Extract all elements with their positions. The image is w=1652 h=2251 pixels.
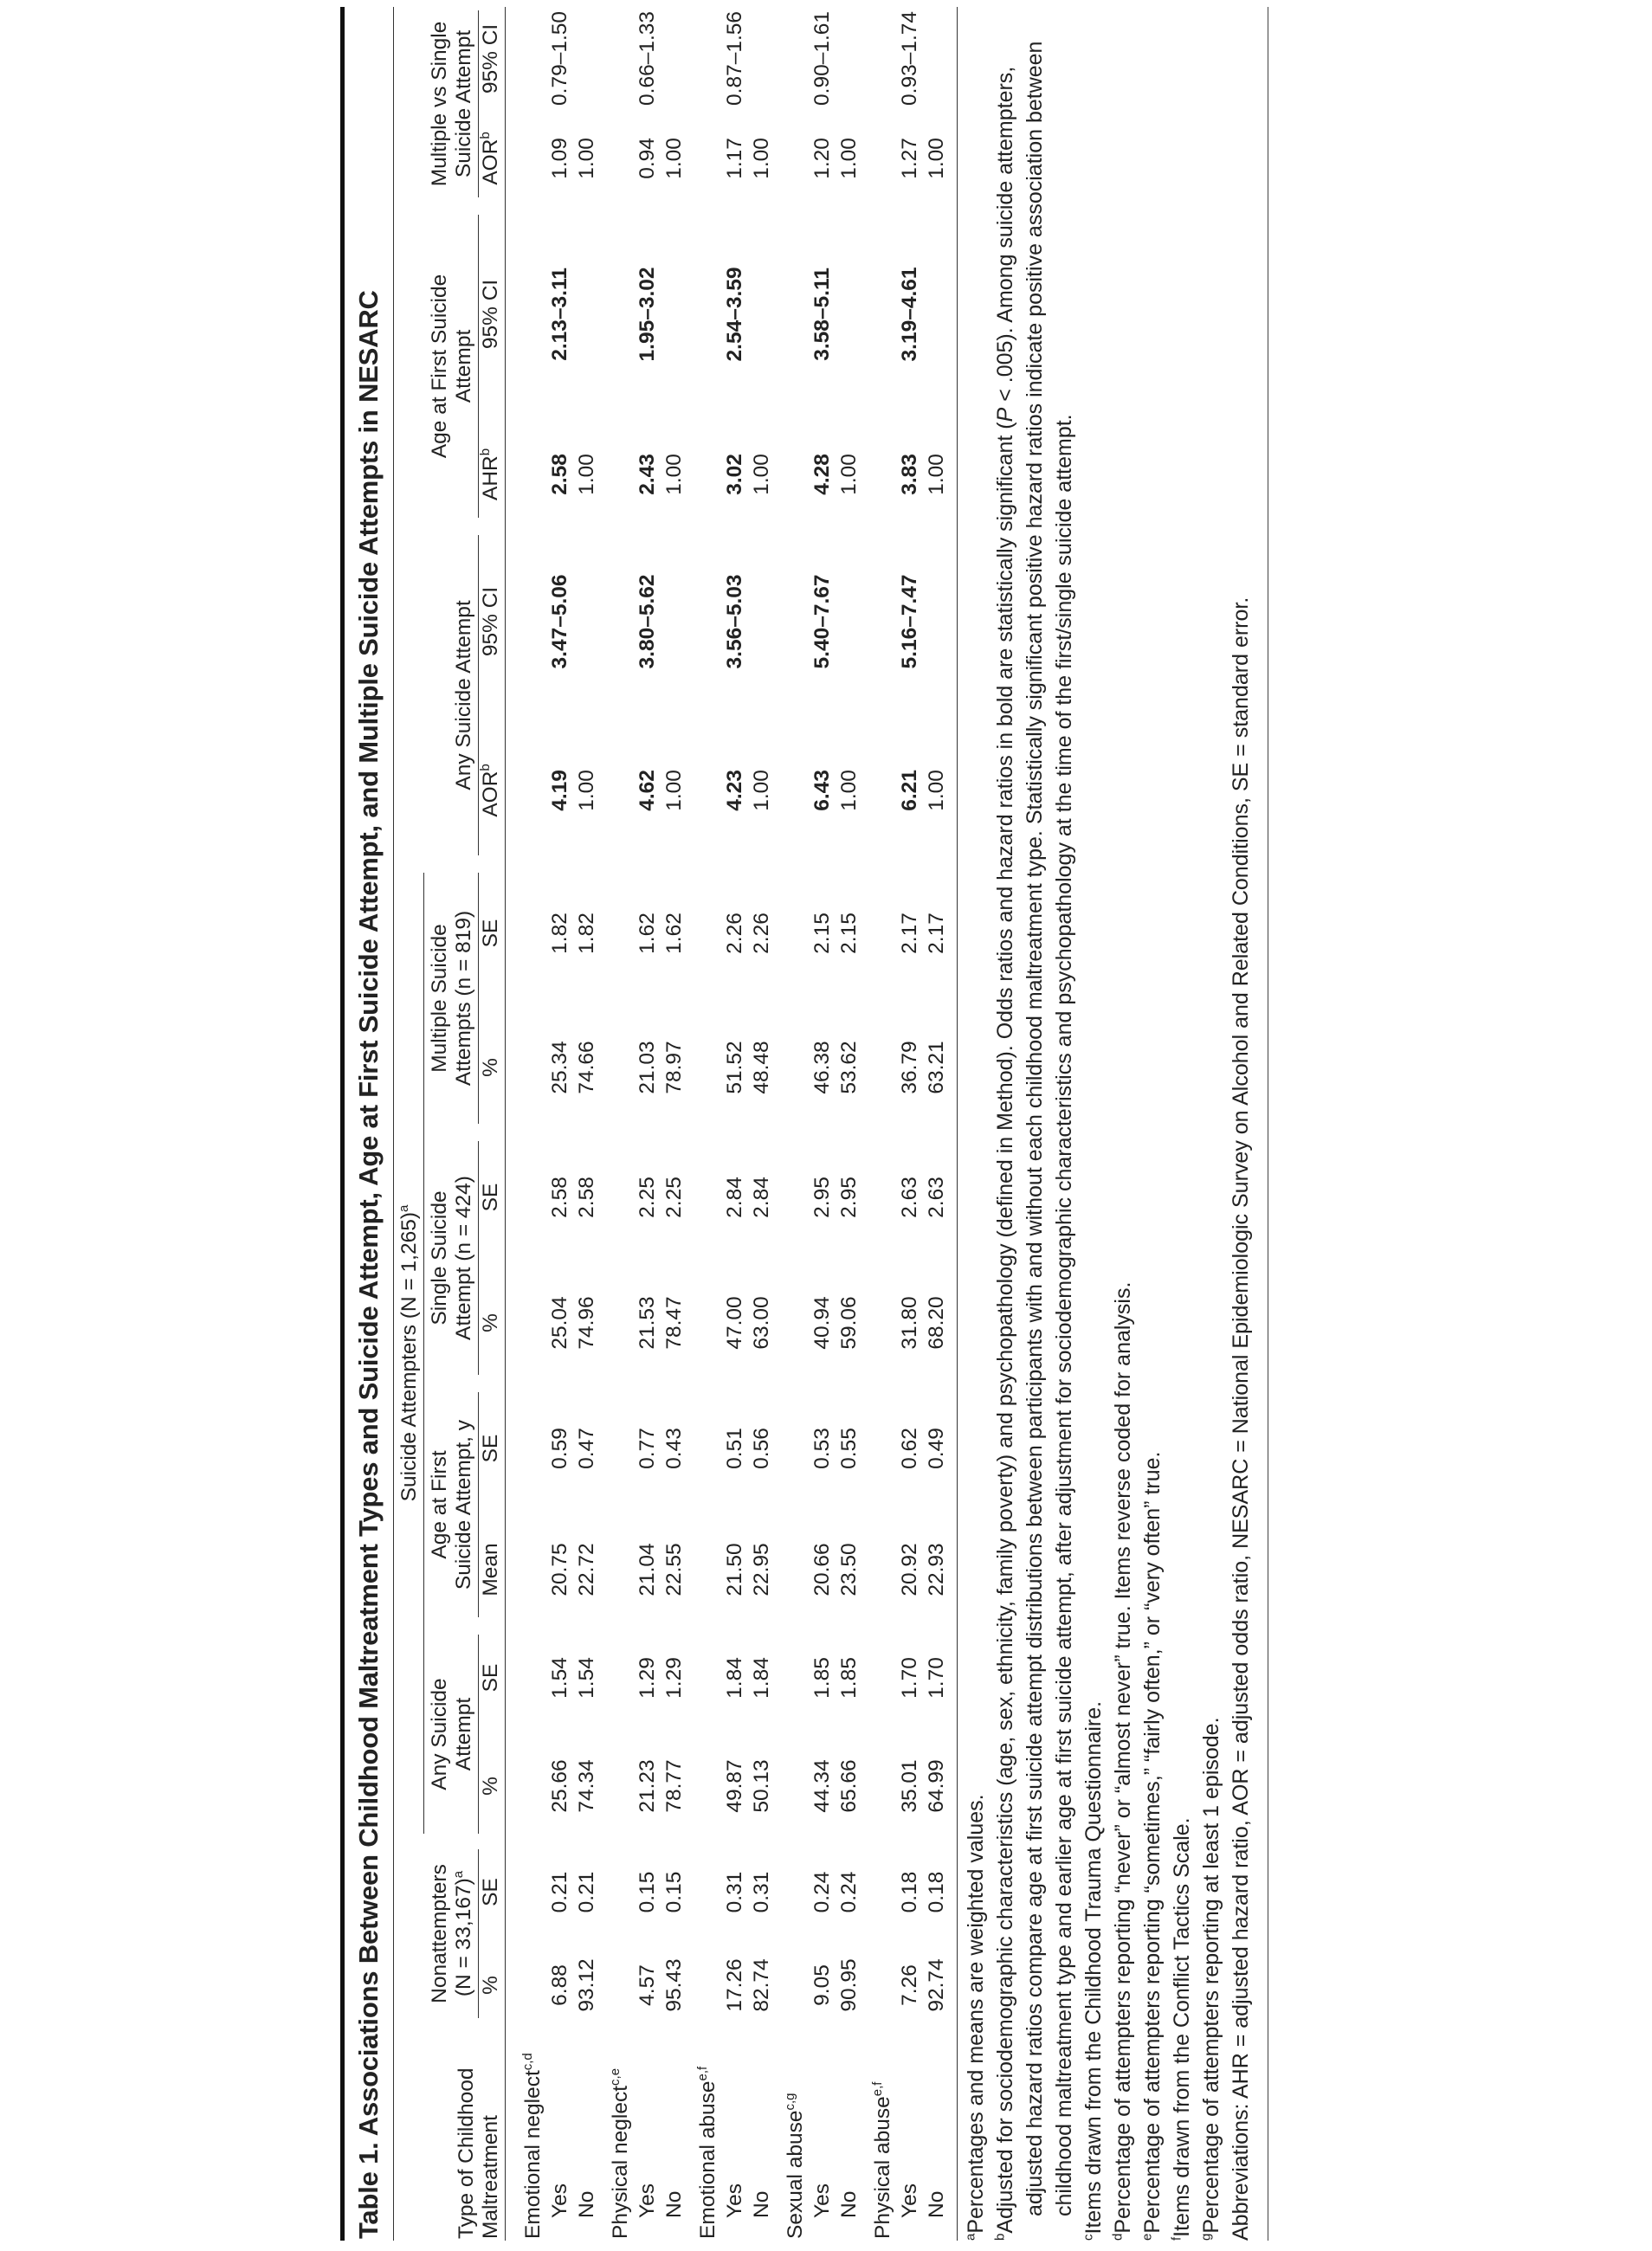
cell-95-ci: 3.80–5.62 bbox=[636, 574, 659, 669]
cell-95-ci bbox=[923, 206, 958, 422]
footnote-b bbox=[991, 7, 1079, 2241]
cell-ahr: 1.00 bbox=[837, 454, 861, 495]
cell-95-ci bbox=[661, 206, 687, 422]
cell-se: 1.29 bbox=[636, 1657, 659, 1699]
table-row bbox=[809, 7, 836, 2241]
cell-se: 0.24 bbox=[837, 1871, 861, 1913]
cell-aor: 1.27 bbox=[898, 138, 921, 179]
cell--: 95.43 bbox=[662, 1958, 686, 2012]
table-row bbox=[546, 7, 573, 2241]
group-label bbox=[687, 7, 721, 2241]
cell-95-ci bbox=[661, 526, 687, 717]
cell-se: 2.84 bbox=[750, 1177, 773, 1218]
cell-95-ci bbox=[836, 526, 862, 717]
cell--: 68.20 bbox=[925, 1296, 948, 1350]
cell-se: 2.25 bbox=[636, 1177, 659, 1218]
cell--: 44.34 bbox=[810, 1759, 834, 1813]
cell--: 4.57 bbox=[636, 1964, 659, 2006]
cell-se: 1.70 bbox=[925, 1657, 948, 1699]
cell-ahr: 1.00 bbox=[925, 454, 948, 495]
cell-aor: 1.00 bbox=[837, 770, 861, 811]
cell--: 35.01 bbox=[898, 1759, 921, 1813]
cell-mean: 21.04 bbox=[636, 1543, 659, 1596]
footnote-ref: c,e bbox=[607, 2067, 623, 2086]
subheader-14 bbox=[479, 111, 506, 206]
cell-se: 0.62 bbox=[898, 1428, 921, 1469]
cell-95-ci: 1.95–3.02 bbox=[636, 267, 659, 362]
group-row bbox=[687, 7, 721, 2241]
footnote-ref: e,f bbox=[869, 2081, 885, 2097]
footnote-mark: g bbox=[1198, 2233, 1214, 2241]
cell-se: 0.55 bbox=[837, 1428, 861, 1469]
footnote-mark: a bbox=[963, 2233, 978, 2241]
cell-95-ci: 0.87–1.56 bbox=[723, 10, 746, 106]
group-row bbox=[862, 7, 896, 2241]
group-label bbox=[775, 7, 809, 2241]
footnote-abbreviations: Abbreviations: AHR = adjusted hazard ratio, AOR = adjusted odds ratio, NESARC = National Epidemiologic Survey on Alcohol and Related Conditions, SE = standard error. bbox=[1229, 597, 1253, 2241]
table-body bbox=[506, 7, 958, 2241]
cell-aor: 1.09 bbox=[548, 138, 571, 179]
cell-mean: 20.75 bbox=[548, 1543, 571, 1596]
cell-se: 0.15 bbox=[662, 1871, 686, 1913]
cell-95-ci: 0.66–1.33 bbox=[636, 10, 659, 106]
cell-95-ci bbox=[661, 7, 687, 111]
subheader-label: % bbox=[479, 1313, 502, 1332]
cell-se: 0.56 bbox=[750, 1428, 773, 1469]
cell-se: 0.59 bbox=[548, 1428, 571, 1469]
any-line1: Any Suicide bbox=[428, 1678, 451, 1790]
single-attempt-header bbox=[428, 1132, 479, 1383]
table-row bbox=[721, 7, 748, 2241]
subheader-label: 95% CI bbox=[479, 586, 502, 657]
cell-ahr: 4.28 bbox=[810, 454, 834, 495]
cell-se: 1.82 bbox=[575, 913, 598, 954]
cell-se: 2.63 bbox=[925, 1177, 948, 1218]
subheader-label: SE bbox=[479, 1434, 502, 1463]
subheader-label: SE bbox=[479, 1663, 502, 1693]
group-name: Emotional neglect bbox=[521, 2070, 545, 2239]
cell--: 82.74 bbox=[750, 1958, 773, 2012]
cell-95-ci bbox=[748, 526, 775, 717]
cell-ahr: 2.58 bbox=[548, 454, 571, 495]
cell-ahr: 1.00 bbox=[750, 454, 773, 495]
cell-se: 2.58 bbox=[575, 1177, 598, 1218]
subheader-3 bbox=[479, 1626, 506, 1730]
cell-se: 2.95 bbox=[837, 1177, 861, 1218]
table-row bbox=[923, 7, 958, 2241]
footnote-text: Percentage of attempters reporting “sometimes,” “fairly often,” or “very often” true. bbox=[1140, 1451, 1165, 2234]
cell-aor: 1.00 bbox=[750, 770, 773, 811]
cell--: 31.80 bbox=[898, 1296, 921, 1350]
cell--: 64.99 bbox=[925, 1759, 948, 1813]
group-row bbox=[600, 7, 634, 2241]
cell--: 21.53 bbox=[636, 1296, 659, 1350]
table-title: Table 1. Associations Between Childhood Maltreatment Types and Suicide Attempt, Age at First Suicide Attempt, and Multiple Suicide Attempts in NESARC bbox=[340, 7, 394, 2241]
any-model-label: Any Suicide Attempt bbox=[452, 600, 475, 790]
type-header-line1: Type of Childhood bbox=[455, 2067, 478, 2239]
cell-ahr: 1.00 bbox=[662, 454, 686, 495]
footnote-mark: c bbox=[1081, 2234, 1096, 2241]
row-label: Yes bbox=[723, 2183, 746, 2218]
table-row bbox=[748, 7, 775, 2241]
any-attempt-header bbox=[428, 1626, 479, 1842]
age-model-line2: Attempt bbox=[452, 329, 475, 403]
cell--: 63.00 bbox=[750, 1296, 773, 1350]
table-header bbox=[394, 7, 506, 2241]
table-row bbox=[573, 7, 600, 2241]
cell-se: 2.95 bbox=[810, 1177, 834, 1218]
row-label: No bbox=[575, 2190, 598, 2218]
cell-se: 0.31 bbox=[750, 1871, 773, 1913]
subheader-0 bbox=[479, 1942, 506, 2028]
row-label: Yes bbox=[898, 2183, 921, 2218]
cell--: 63.21 bbox=[925, 1041, 948, 1094]
cell-se: 1.29 bbox=[662, 1657, 686, 1699]
subheader-label: 95% CI bbox=[479, 279, 502, 350]
subheader-11 bbox=[479, 526, 506, 717]
cell-mean: 22.72 bbox=[575, 1543, 598, 1596]
subheader-6 bbox=[479, 1262, 506, 1383]
cell-se: 2.25 bbox=[662, 1177, 686, 1218]
cell-aor: 1.00 bbox=[575, 770, 598, 811]
suicide-attempters-header bbox=[394, 864, 428, 1842]
cell--: 53.62 bbox=[837, 1041, 861, 1094]
row-label: No bbox=[750, 2190, 773, 2218]
multiple-line2: Attempts (n = 819) bbox=[452, 910, 475, 1087]
cell-ahr: 3.83 bbox=[898, 454, 921, 495]
cell-se: 0.47 bbox=[575, 1428, 598, 1469]
cell--: 21.23 bbox=[636, 1759, 659, 1813]
footnote-italic-p: P bbox=[993, 407, 1017, 422]
subheader-label: % bbox=[479, 1976, 502, 1995]
suicide-attempters-label: Suicide Attempters (N = 1,265) bbox=[397, 1211, 421, 1502]
footnote-ref: b bbox=[477, 448, 493, 456]
cell-95-ci: 2.54–3.59 bbox=[723, 267, 746, 362]
cell-95-ci bbox=[573, 7, 600, 111]
cell-se: 0.21 bbox=[575, 1871, 598, 1913]
cell--: 17.26 bbox=[723, 1958, 746, 2012]
cell-se: 1.84 bbox=[750, 1657, 773, 1699]
cell-95-ci bbox=[836, 206, 862, 422]
cell-aor: 1.00 bbox=[925, 138, 948, 179]
cell-95-ci: 0.79–1.50 bbox=[548, 10, 571, 106]
cell-aor: 1.17 bbox=[723, 138, 746, 179]
group-name: Physical neglect bbox=[609, 2085, 632, 2239]
cell--: 9.05 bbox=[810, 1964, 834, 2006]
cell-mean: 20.92 bbox=[898, 1543, 921, 1596]
cell-mean: 21.50 bbox=[723, 1543, 746, 1596]
group-name: Emotional abuse bbox=[696, 2080, 720, 2239]
table-sheet bbox=[340, 7, 1268, 2241]
group-row bbox=[506, 7, 547, 2241]
cell--: 36.79 bbox=[898, 1041, 921, 1094]
cell-se: 1.85 bbox=[837, 1657, 861, 1699]
cell-95-ci: 5.40–7.67 bbox=[810, 574, 834, 669]
cell-se: 0.43 bbox=[662, 1428, 686, 1469]
cell-se: 1.54 bbox=[575, 1657, 598, 1699]
cell--: 49.87 bbox=[723, 1759, 746, 1813]
cell-se: 2.17 bbox=[898, 913, 921, 954]
footnote-text: < .005). Among suicide attempters, adjusted hazard ratios compare age at first suicide attempt distributions between participants with and without each childhood maltreatment type. Statistically significant positive hazard ratios indicate positive association between childhood maltreatment type and earlier age at first suicide attempt, after adjustment for sociodemographic characteristics and psychopathology at the time of the first/single suicide attempt. bbox=[993, 41, 1076, 2216]
footnote-text: Adjusted for sociodemographic characteristics (age, sex, ethnicity, family poverty) and psychopathology (defined in Method). Odds ratios and hazard ratios in bold are statistically significant ( bbox=[993, 422, 1017, 2234]
cell-se: 1.62 bbox=[636, 913, 659, 954]
header-blank bbox=[394, 7, 428, 864]
subheader-12 bbox=[479, 422, 506, 526]
cell--: 47.00 bbox=[723, 1296, 746, 1350]
cell--: 59.06 bbox=[837, 1296, 861, 1350]
age-model-header bbox=[428, 206, 479, 526]
cell-95-ci bbox=[573, 206, 600, 422]
footnote-f bbox=[1167, 7, 1197, 2241]
nonattempters-header bbox=[394, 1842, 479, 2028]
cell-se: 2.63 bbox=[898, 1177, 921, 1218]
cell-95-ci bbox=[923, 7, 958, 111]
cell-95-ci: 0.93–1.74 bbox=[898, 10, 921, 106]
group-name: Sexual abuse bbox=[784, 2110, 807, 2239]
type-header bbox=[394, 2028, 479, 2241]
cell-95-ci bbox=[748, 206, 775, 422]
group-name: Physical abuse bbox=[871, 2096, 894, 2239]
cell-mean: 23.50 bbox=[837, 1543, 861, 1596]
footnote-mark: b bbox=[992, 2233, 1008, 2241]
cell--: 78.77 bbox=[662, 1759, 686, 1813]
footnote-ref: b bbox=[477, 764, 493, 771]
group-label bbox=[862, 7, 896, 2241]
cell-aor: 4.19 bbox=[548, 770, 571, 811]
cell-95-ci: 3.47–5.06 bbox=[548, 574, 571, 669]
cell--: 90.95 bbox=[837, 1958, 861, 2012]
mvs-line1: Multiple vs Single bbox=[428, 21, 451, 187]
footnote-ref: b bbox=[477, 132, 493, 139]
cell--: 74.96 bbox=[575, 1296, 598, 1350]
cell--: 25.34 bbox=[548, 1041, 571, 1094]
cell-se: 0.77 bbox=[636, 1428, 659, 1469]
subheader-label: Mean bbox=[479, 1543, 502, 1596]
cell-ahr: 2.43 bbox=[636, 454, 659, 495]
group-row bbox=[775, 7, 809, 2241]
footnote-ref: a bbox=[396, 1204, 411, 1212]
cell-ahr: 3.02 bbox=[723, 454, 746, 495]
subheader-13 bbox=[479, 206, 506, 422]
cell--: 7.26 bbox=[898, 1964, 921, 2006]
footnote-mark: f bbox=[1169, 2236, 1184, 2241]
footnote-e bbox=[1138, 7, 1167, 2241]
footnote-a bbox=[961, 7, 991, 2241]
cell-se: 2.17 bbox=[925, 913, 948, 954]
multiple-line1: Multiple Suicide bbox=[428, 924, 451, 1073]
cell-aor: 1.20 bbox=[810, 138, 834, 179]
any-model-header bbox=[428, 526, 479, 864]
row-label: No bbox=[925, 2190, 948, 2218]
footnote-text: Items drawn from the Childhood Trauma Questionnaire. bbox=[1081, 1700, 1106, 2235]
cell-aor: 1.00 bbox=[662, 138, 686, 179]
nonattempters-line1: Nonattempters bbox=[428, 1864, 451, 2003]
cell-se: 0.18 bbox=[898, 1871, 921, 1913]
footnote-text: Percentage of attempters reporting at least 1 episode. bbox=[1199, 1717, 1223, 2234]
cell-se: 2.26 bbox=[723, 913, 746, 954]
cell-se: 1.70 bbox=[898, 1657, 921, 1699]
subheader-label: AHR bbox=[479, 455, 502, 500]
footnote-ref: c,d bbox=[519, 2053, 535, 2071]
cell-se: 0.15 bbox=[636, 1871, 659, 1913]
cell-aor: 1.00 bbox=[837, 138, 861, 179]
subheader-label: % bbox=[479, 1058, 502, 1077]
table-row bbox=[634, 7, 661, 2241]
cell--: 78.97 bbox=[662, 1041, 686, 1094]
cell-se: 0.24 bbox=[810, 1871, 834, 1913]
cell-se: 1.62 bbox=[662, 913, 686, 954]
row-label: No bbox=[662, 2190, 686, 2218]
cell--: 78.47 bbox=[662, 1296, 686, 1350]
footnote-text: Percentage of attempters reporting “never” or “almost never” true. Items reverse coded for analysis. bbox=[1111, 1281, 1135, 2234]
cell-se: 2.84 bbox=[723, 1177, 746, 1218]
type-header-line2: Maltreatment bbox=[479, 2028, 506, 2241]
footnote-ref: e,f bbox=[694, 2066, 710, 2081]
subheader-5 bbox=[479, 1383, 506, 1513]
footnote-mark: d bbox=[1110, 2233, 1126, 2241]
cell-mean: 22.93 bbox=[925, 1543, 948, 1596]
cell-se: 1.84 bbox=[723, 1657, 746, 1699]
footnote-ref: c,g bbox=[782, 2093, 797, 2111]
cell--: 93.12 bbox=[575, 1958, 598, 2012]
age-first-header bbox=[428, 1383, 479, 1626]
table-row bbox=[896, 7, 923, 2241]
cell-se: 0.21 bbox=[548, 1871, 571, 1913]
nonattempters-line2: (N = 33,167) bbox=[452, 1878, 475, 1997]
cell-se: 1.54 bbox=[548, 1657, 571, 1699]
cell--: 74.66 bbox=[575, 1041, 598, 1094]
cell--: 6.88 bbox=[548, 1964, 571, 2006]
cell--: 21.03 bbox=[636, 1041, 659, 1094]
row-label: Yes bbox=[548, 2183, 571, 2218]
cell--: 46.38 bbox=[810, 1041, 834, 1094]
group-label bbox=[506, 7, 547, 2241]
cell-95-ci bbox=[836, 7, 862, 111]
subheader-8 bbox=[479, 1003, 506, 1132]
subheader-15 bbox=[479, 7, 506, 111]
subheader-label: AOR bbox=[479, 771, 502, 817]
cell-aor: 1.00 bbox=[575, 138, 598, 179]
cell-aor: 4.62 bbox=[636, 770, 659, 811]
cell-95-ci: 0.90–1.61 bbox=[810, 10, 834, 106]
footnote-d bbox=[1108, 7, 1138, 2241]
age-line1: Age at First bbox=[428, 1450, 451, 1559]
cell-95-ci: 3.56–5.03 bbox=[723, 574, 746, 669]
cell-95-ci bbox=[573, 526, 600, 717]
single-line1: Single Suicide bbox=[428, 1190, 451, 1325]
cell--: 25.04 bbox=[548, 1296, 571, 1350]
cell-95-ci bbox=[923, 526, 958, 717]
footnote-ref: a bbox=[450, 1870, 466, 1879]
single-line2: Attempt (n = 424) bbox=[452, 1176, 475, 1340]
subheader-label: % bbox=[479, 1777, 502, 1796]
subheader-9 bbox=[479, 864, 506, 1003]
age-line2: Suicide Attempt, y bbox=[452, 1419, 475, 1590]
cell-aor: 0.94 bbox=[636, 138, 659, 179]
row-label: No bbox=[837, 2190, 861, 2218]
cell-aor: 1.00 bbox=[662, 770, 686, 811]
cell-aor: 6.43 bbox=[810, 770, 834, 811]
subheader-10 bbox=[479, 717, 506, 864]
cell--: 92.74 bbox=[925, 1958, 948, 2012]
cell-se: 0.18 bbox=[925, 1871, 948, 1913]
cell-95-ci: 5.16–7.47 bbox=[898, 574, 921, 669]
footnote-g bbox=[1197, 7, 1226, 2241]
footnote-c bbox=[1079, 7, 1108, 2241]
mvs-line2: Suicide Attempt bbox=[452, 29, 475, 178]
cell-aor: 1.00 bbox=[750, 138, 773, 179]
cell-se: 2.15 bbox=[837, 913, 861, 954]
cell--: 48.48 bbox=[750, 1041, 773, 1094]
cell--: 50.13 bbox=[750, 1759, 773, 1813]
cell-95-ci: 3.58–5.11 bbox=[810, 268, 834, 361]
group-label bbox=[600, 7, 634, 2241]
any-line2: Attempt bbox=[452, 1697, 475, 1771]
subheader-label: AOR bbox=[479, 139, 502, 185]
cell-aor: 4.23 bbox=[723, 770, 746, 811]
cell-ahr: 1.00 bbox=[575, 454, 598, 495]
subheader-label: SE bbox=[479, 1183, 502, 1212]
data-table bbox=[394, 7, 958, 2241]
subheader-7 bbox=[479, 1132, 506, 1262]
cell-aor: 6.21 bbox=[898, 770, 921, 811]
cell-se: 2.58 bbox=[548, 1177, 571, 1218]
cell-se: 2.26 bbox=[750, 913, 773, 954]
cell--: 74.34 bbox=[575, 1759, 598, 1813]
cell-se: 1.85 bbox=[810, 1657, 834, 1699]
subheader-2 bbox=[479, 1730, 506, 1842]
cell-se: 0.53 bbox=[810, 1428, 834, 1469]
cell--: 51.52 bbox=[723, 1041, 746, 1094]
cell-se: 0.51 bbox=[723, 1428, 746, 1469]
subheader-label: SE bbox=[479, 1878, 502, 1906]
multiple-attempts-header bbox=[428, 864, 479, 1132]
table-row bbox=[661, 7, 687, 2241]
cell--: 65.66 bbox=[837, 1759, 861, 1813]
cell-se: 1.82 bbox=[548, 913, 571, 954]
subheader-label: SE bbox=[479, 919, 502, 948]
cell-se: 2.15 bbox=[810, 913, 834, 954]
subheader-1 bbox=[479, 1842, 506, 1942]
subheader-label: 95% CI bbox=[479, 23, 502, 94]
cell-aor: 1.00 bbox=[925, 770, 948, 811]
row-label: Yes bbox=[810, 2183, 834, 2218]
age-model-line1: Age at First Suicide bbox=[428, 274, 451, 459]
cell-se: 0.49 bbox=[925, 1428, 948, 1469]
cell--: 40.94 bbox=[810, 1296, 834, 1350]
cell-mean: 22.55 bbox=[662, 1543, 686, 1596]
row-label: Yes bbox=[636, 2183, 659, 2218]
footnote-text: Percentages and means are weighted values. bbox=[964, 1794, 988, 2234]
footnote-text: Items drawn from the Conflict Tactics Scale. bbox=[1170, 1817, 1194, 2237]
cell-mean: 22.95 bbox=[750, 1543, 773, 1596]
table-row bbox=[836, 7, 862, 2241]
subheader-4 bbox=[479, 1513, 506, 1626]
mvs-header bbox=[428, 7, 479, 206]
cell-95-ci: 3.19–4.61 bbox=[898, 267, 921, 362]
cell-95-ci: 2.13–3.11 bbox=[548, 268, 571, 361]
cell--: 25.66 bbox=[548, 1759, 571, 1813]
footnotes bbox=[958, 7, 1255, 2241]
footnote-mark: e bbox=[1139, 2233, 1155, 2241]
cell-mean: 20.66 bbox=[810, 1543, 834, 1596]
cell-95-ci bbox=[748, 7, 775, 111]
cell-se: 0.31 bbox=[723, 1871, 746, 1913]
